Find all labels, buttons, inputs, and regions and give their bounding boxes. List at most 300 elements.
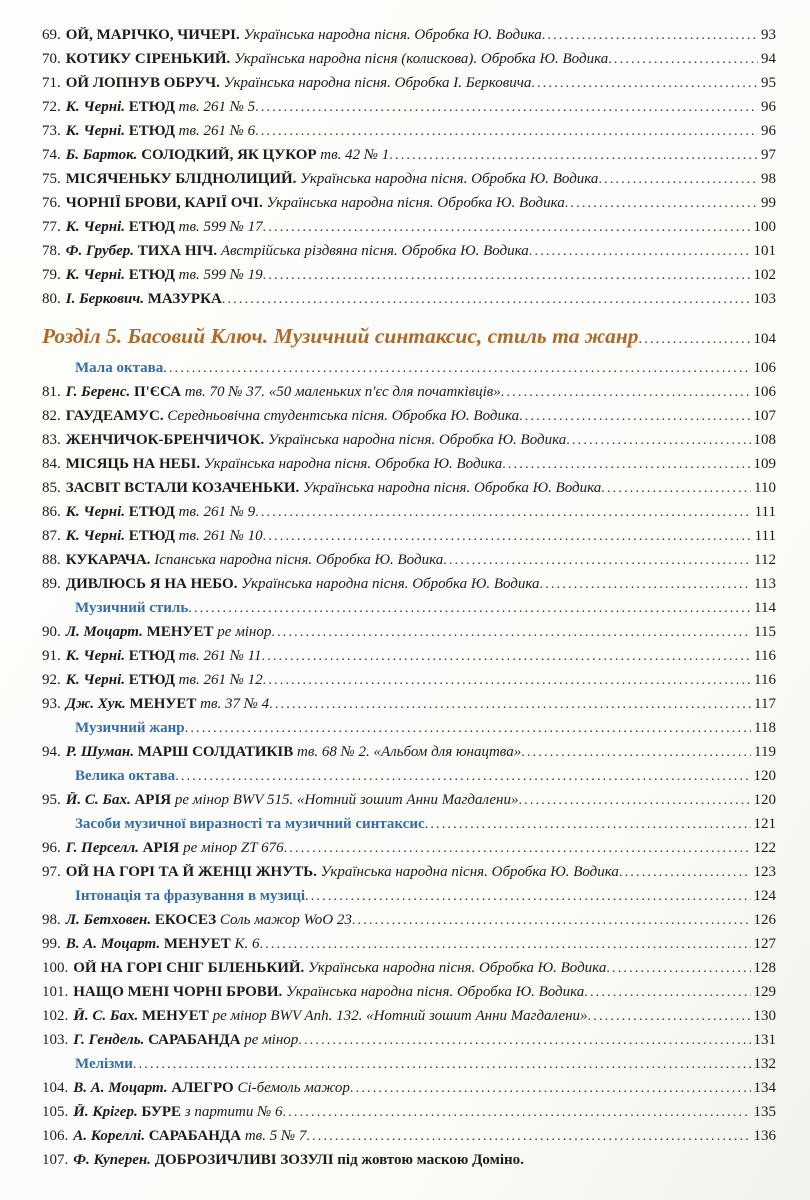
- toc-subsection-heading: [42, 816, 776, 840]
- dot-leader: [519, 408, 750, 425]
- dot-leader: [588, 1008, 751, 1025]
- page-number: 130: [753, 1008, 776, 1024]
- toc-entry-segment: тв. 599 № 17: [178, 219, 263, 235]
- toc-entry-segment: КОТИКУ СІРЕНЬКИЙ.: [65, 51, 235, 67]
- toc-entry-number: 83.: [42, 432, 61, 448]
- toc-row-text: Розділ 5. Басовий Ключ. Музичний синтаксис, стиль та жанр: [42, 324, 639, 348]
- dot-leader: [584, 984, 750, 1001]
- toc-row-text: [42, 672, 263, 689]
- toc-entry: [42, 147, 776, 171]
- toc-entry-segment: КУКАРАЧА.: [65, 552, 155, 568]
- toc-row-text: [42, 27, 542, 44]
- toc-entry: [42, 864, 776, 888]
- dot-leader: [566, 432, 750, 449]
- page-number: 111: [754, 504, 776, 520]
- toc-entry-number: 87.: [42, 528, 61, 544]
- toc-entry-number: 89.: [42, 576, 61, 592]
- toc-entry-segment: К. Черні.: [65, 99, 129, 115]
- toc-entry-segment: А. Кореллі.: [73, 1128, 149, 1144]
- toc-row-text: Музичний стиль: [75, 600, 189, 616]
- toc-entry-segment: ЕТЮД: [128, 219, 179, 235]
- toc-entry-segment: тв. 5 № 7: [244, 1128, 307, 1144]
- dot-leader: [601, 480, 751, 497]
- toc-entry-segment: МЕНУЕТ: [129, 696, 201, 712]
- toc-entry-number: 96.: [42, 840, 61, 856]
- page-number: 122: [753, 840, 776, 856]
- toc-entry-segment: Соль мажор WoO 23: [219, 912, 352, 928]
- page-number: 120: [753, 792, 776, 808]
- toc-entry: [42, 984, 776, 1008]
- toc-entry: [42, 1104, 776, 1128]
- dot-leader: [306, 1128, 750, 1145]
- toc-entry-number: 75.: [42, 171, 61, 187]
- toc-entry-segment: тв. 261 № 9: [178, 504, 256, 520]
- toc-entry-number: 98.: [42, 912, 61, 928]
- toc-entry-segment: ОЙ НА ГОРІ СНІГ БІЛЕНЬКИЙ.: [73, 960, 309, 976]
- toc-entry-number: 94.: [42, 744, 61, 760]
- toc-entry-segment: тв. 599 № 19: [178, 267, 263, 283]
- toc-row-text: [42, 291, 222, 308]
- toc-entry-segment: Українська народна пісня. Обробка Ю. Водика: [267, 432, 567, 448]
- toc-entry-number: 74.: [42, 147, 61, 163]
- toc-entry-segment: ТИХА НІЧ.: [137, 243, 221, 259]
- toc-entry-segment: К. Черні.: [65, 648, 129, 664]
- page-number: 96: [761, 123, 776, 139]
- toc-entry-segment: ре мінор: [244, 1032, 299, 1048]
- toc-entry-segment: тв. 37 № 4: [200, 696, 270, 712]
- toc-row-text: [42, 1008, 588, 1025]
- dot-leader: [262, 648, 752, 665]
- dot-leader: [542, 27, 758, 44]
- toc-entry-number: 82.: [42, 408, 61, 424]
- toc-row-text: Засоби музичної виразності та музичний синтаксис: [75, 816, 425, 832]
- dot-leader: [263, 528, 752, 545]
- toc-entry-segment: тв. 42 № 1: [320, 147, 390, 163]
- toc-entry-number: 106.: [42, 1128, 69, 1144]
- toc-entry-segment: ОЙ, МАРІЧКО, ЧИЧЕРІ.: [65, 27, 244, 43]
- toc-entry: [42, 456, 776, 480]
- toc-entry: [42, 1008, 776, 1032]
- toc-entry-segment: Іспанська народна пісня. Обробка Ю. Водика: [154, 552, 444, 568]
- page-number: 124: [753, 888, 776, 904]
- toc-entry-number: 88.: [42, 552, 61, 568]
- toc-entry-segment: Л. Бетховен.: [65, 912, 155, 928]
- toc-row-text: Мелізми: [75, 1056, 133, 1072]
- page-number: 129: [753, 984, 776, 1000]
- toc-entry-segment: Австрійська різдвяна пісня. Обробка Ю. Водика: [220, 243, 529, 259]
- toc-entry-number: 86.: [42, 504, 61, 520]
- toc-entry: [42, 672, 776, 696]
- page-number: 96: [761, 99, 776, 115]
- toc-entry-segment: АРІЯ: [134, 792, 175, 808]
- dot-leader: [606, 960, 750, 977]
- toc-list: [42, 27, 776, 1176]
- toc-entry: [42, 960, 776, 984]
- dot-leader: [255, 504, 751, 521]
- page-number: 120: [753, 768, 776, 784]
- toc-entry: [42, 195, 776, 219]
- toc-entry-segment: Дж. Хук.: [65, 696, 130, 712]
- toc-entry-segment: ре мінор ZT 676: [183, 840, 284, 856]
- toc-row-text: [42, 552, 443, 569]
- toc-row-text: [42, 528, 263, 545]
- toc-entry-number: 95.: [42, 792, 61, 808]
- toc-entry: [42, 432, 776, 456]
- dot-leader: [255, 123, 758, 140]
- dot-leader: [188, 600, 751, 617]
- toc-entry-segment: ЕТЮД: [128, 99, 179, 115]
- toc-entry-segment: ЕТЮД: [128, 672, 179, 688]
- toc-row-text: [42, 696, 269, 713]
- dot-leader: [175, 768, 750, 785]
- dot-leader: [263, 672, 751, 689]
- toc-row-text: [42, 576, 540, 593]
- toc-subsection-heading: [42, 720, 776, 744]
- dot-leader: [639, 331, 751, 348]
- toc-entry-segment: К. Черні.: [65, 267, 129, 283]
- dot-leader: [619, 864, 751, 881]
- toc-row-text: [42, 408, 519, 425]
- toc-entry-segment: ЕТЮД: [128, 528, 179, 544]
- toc-row-text: [42, 984, 584, 1001]
- toc-entry-segment: І. Беркович.: [65, 291, 148, 307]
- toc-entry-segment: Л. Моцарт.: [65, 624, 147, 640]
- toc-entry: [42, 648, 776, 672]
- toc-entry-number: 77.: [42, 219, 61, 235]
- toc-entry-segment: Ф. Куперен.: [73, 1152, 155, 1168]
- page-number: 110: [754, 480, 776, 496]
- page-number: 128: [753, 960, 776, 976]
- toc-entry: [42, 480, 776, 504]
- toc-row-text: [42, 744, 521, 761]
- toc-entry-number: 107.: [42, 1152, 69, 1168]
- toc-entry-segment: Й. С. Бах.: [73, 1008, 142, 1024]
- toc-row-text: [42, 624, 271, 641]
- toc-entry-segment: тв. 261 № 12: [178, 672, 263, 688]
- toc-row-text: [42, 432, 566, 449]
- toc-entry-segment: ЕТЮД: [128, 123, 179, 139]
- page-number: 136: [753, 1128, 776, 1144]
- page-number: 118: [754, 720, 776, 736]
- dot-leader: [163, 360, 750, 377]
- toc-entry: [42, 528, 776, 552]
- toc-entry: [42, 912, 776, 936]
- toc-entry: [42, 504, 776, 528]
- toc-entry-segment: Українська народна пісня. Обробка І. Берковича: [223, 75, 532, 91]
- page-number: 94: [761, 51, 776, 67]
- toc-row-text: [42, 648, 262, 665]
- dot-leader: [185, 720, 751, 737]
- toc-row-text: [42, 1152, 524, 1169]
- page-number: 99: [761, 195, 776, 211]
- toc-entry-segment: К. Черні.: [65, 504, 129, 520]
- toc-entry-segment: БУРЕ: [141, 1104, 185, 1120]
- page-number: 97: [761, 147, 776, 163]
- toc-entry-number: 73.: [42, 123, 61, 139]
- toc-entry: [42, 291, 776, 315]
- toc-entry: [42, 744, 776, 768]
- toc-entry-segment: Б. Барток.: [65, 147, 142, 163]
- toc-row-text: [42, 504, 255, 521]
- toc-entry-segment: Середньовічна студентська пісня. Обробка Ю. Водика: [167, 408, 520, 424]
- toc-entry-segment: САРАБАНДА: [148, 1032, 245, 1048]
- toc-row-text: [42, 51, 608, 68]
- toc-entry-segment: ОЙ ЛОПНУВ ОБРУЧ.: [65, 75, 224, 91]
- page-number: 98: [761, 171, 776, 187]
- toc-entry-number: 92.: [42, 672, 61, 688]
- toc-row-text: [42, 123, 255, 140]
- dot-leader: [425, 816, 751, 833]
- dot-leader: [298, 1032, 750, 1049]
- page-number: 111: [754, 528, 776, 544]
- toc-entry-segment: ре мінор: [217, 624, 272, 640]
- toc-entry-segment: МЕНУЕТ: [146, 624, 218, 640]
- toc-entry-segment: ДИВЛЮСЬ Я НА НЕБО.: [65, 576, 242, 592]
- toc-entry-segment: К. 6: [234, 936, 260, 952]
- dot-leader: [502, 456, 750, 473]
- page-number: 117: [754, 696, 776, 712]
- toc-entry: [42, 123, 776, 147]
- toc-subsection-heading: [42, 600, 776, 624]
- toc-entry-segment: НАЩО МЕНІ ЧОРНІ БРОВИ.: [73, 984, 286, 1000]
- toc-entry-segment: Українська народна пісня. Обробка Ю. Водика: [320, 864, 619, 880]
- toc-row-text: [42, 936, 259, 953]
- toc-entry-segment: ЕТЮД: [128, 267, 179, 283]
- toc-entry-segment: Г. Гендель.: [73, 1032, 149, 1048]
- dot-leader: [259, 936, 750, 953]
- toc-entry: [42, 27, 776, 51]
- toc-entry: [42, 1128, 776, 1152]
- dot-leader: [501, 384, 751, 401]
- toc-entry-segment: ЧОРНІЇ БРОВИ, КАРІЇ ОЧІ.: [65, 195, 267, 211]
- toc-entry-segment: МІСЯЧЕНЬКУ БЛІДНОЛИЦИЙ.: [65, 171, 301, 187]
- toc-entry-segment: Р. Шуман.: [65, 744, 138, 760]
- toc-entry-number: 80.: [42, 291, 61, 307]
- dot-leader: [133, 1056, 751, 1073]
- page-number: 123: [753, 864, 776, 880]
- toc-entry: [42, 267, 776, 291]
- toc-row-text: [42, 864, 619, 881]
- toc-entry-segment: тв. 70 № 37. «50 маленьких п'єс для початківців»: [184, 384, 501, 400]
- toc-entry-segment: ЕТЮД: [128, 648, 179, 664]
- toc-entry-segment: Й. Крігер.: [73, 1104, 142, 1120]
- toc-entry-segment: МЕНУЕТ: [163, 936, 235, 952]
- toc-entry: [42, 1080, 776, 1104]
- toc-entry-segment: К. Черні.: [65, 672, 129, 688]
- toc-entry-number: 103.: [42, 1032, 69, 1048]
- toc-entry: [42, 219, 776, 243]
- dot-leader: [352, 912, 751, 929]
- toc-row-text: [42, 912, 352, 929]
- dot-leader: [305, 888, 750, 905]
- toc-entry-segment: МЕНУЕТ: [141, 1008, 213, 1024]
- toc-entry-segment: К. Черні.: [65, 528, 129, 544]
- toc-entry-number: 105.: [42, 1104, 69, 1120]
- toc-row-text: [42, 960, 606, 977]
- page-number: 104: [753, 331, 776, 347]
- toc-entry: [42, 792, 776, 816]
- dot-leader: [269, 696, 751, 713]
- page-number: 95: [761, 75, 776, 91]
- toc-entry-segment: МАРШ СОЛДАТИКІВ: [137, 744, 297, 760]
- toc-entry-segment: Ф. Грубер.: [65, 243, 138, 259]
- page-number: 119: [754, 744, 776, 760]
- toc-section-heading: [42, 324, 776, 360]
- dot-leader: [271, 624, 751, 641]
- toc-entry-segment: ре мінор BWV 515. «Нотний зошит Анни Магдалени»: [174, 792, 519, 808]
- toc-entry: [42, 1152, 776, 1176]
- toc-entry-segment: К. Черні.: [65, 123, 129, 139]
- page-number: 112: [754, 552, 776, 568]
- toc-row-text: Мала октава: [75, 360, 164, 376]
- toc-row-text: [42, 456, 502, 473]
- dot-leader: [283, 1104, 751, 1121]
- toc-row-text: [42, 1080, 350, 1097]
- dot-leader: [263, 219, 751, 236]
- dot-leader: [529, 243, 751, 260]
- toc-entry: [42, 75, 776, 99]
- dot-leader: [531, 75, 758, 92]
- toc-row-text: [42, 267, 263, 284]
- dot-leader: [521, 744, 751, 761]
- toc-entry: [42, 936, 776, 960]
- toc-entry-segment: ре мінор BWV Anh. 132. «Нотний зошит Анни Магдалени»: [212, 1008, 588, 1024]
- page-number: 134: [753, 1080, 776, 1096]
- page-number: 116: [754, 672, 776, 688]
- toc-entry: [42, 99, 776, 123]
- toc-entry-segment: САРАБАНДА: [148, 1128, 245, 1144]
- toc-entry-segment: тв. 261 № 11: [178, 648, 262, 664]
- toc-row-text: [42, 195, 565, 212]
- toc-entry: [42, 171, 776, 195]
- toc-entry-segment: К. Черні.: [65, 219, 129, 235]
- page-number: 102: [753, 267, 776, 283]
- toc-entry-number: 81.: [42, 384, 61, 400]
- toc-subsection-heading: [42, 360, 776, 384]
- toc-entry-segment: Г. Беренс.: [65, 384, 135, 400]
- toc-row-text: [42, 75, 531, 92]
- toc-row-text: Велика октава: [75, 768, 176, 784]
- dot-leader: [350, 1080, 751, 1097]
- toc-entry: [42, 243, 776, 267]
- toc-entry-segment: В. А. Моцарт.: [73, 1080, 172, 1096]
- toc-entry-segment: ЕТЮД: [128, 504, 179, 520]
- toc-entry-segment: з партити № 6: [184, 1104, 283, 1120]
- toc-row-text: Музичний жанр: [75, 720, 185, 736]
- toc-entry-number: 71.: [42, 75, 61, 91]
- page-number: 106: [753, 360, 776, 376]
- toc-entry-number: 100.: [42, 960, 69, 976]
- toc-entry-number: 72.: [42, 99, 61, 115]
- toc-entry-number: 85.: [42, 480, 61, 496]
- toc-entry: [42, 624, 776, 648]
- toc-entry-segment: Українська народна пісня. Обробка Ю. Водика: [308, 960, 607, 976]
- toc-entry-segment: МАЗУРКА: [147, 291, 222, 307]
- toc-entry-segment: Українська народна пісня. Обробка Ю. Водика: [303, 480, 602, 496]
- toc-row-text: [42, 1032, 298, 1049]
- toc-row-text: [42, 792, 518, 809]
- toc-entry-number: 76.: [42, 195, 61, 211]
- toc-entry-number: 97.: [42, 864, 61, 880]
- page-number: 113: [754, 576, 776, 592]
- toc-entry-segment: СОЛОДКИЙ, ЯК ЦУКОР: [141, 147, 321, 163]
- page-number: 103: [753, 291, 776, 307]
- toc-entry: [42, 384, 776, 408]
- dot-leader: [222, 291, 751, 308]
- page-number: 126: [753, 912, 776, 928]
- page-number: 100: [753, 219, 776, 235]
- toc-subsection-heading: [42, 768, 776, 792]
- toc-entry-segment: Українська народна пісня. Обробка Ю. Водика: [203, 456, 503, 472]
- toc-entry-number: 70.: [42, 51, 61, 67]
- toc-entry: [42, 840, 776, 864]
- toc-subsection-heading: [42, 1056, 776, 1080]
- page-number: 107: [753, 408, 776, 424]
- toc-entry-number: 90.: [42, 624, 61, 640]
- toc-entry-segment: ЗАСВІТ ВСТАЛИ КОЗАЧЕНЬКИ.: [65, 480, 303, 496]
- page-number: 127: [753, 936, 776, 952]
- toc-entry: [42, 552, 776, 576]
- toc-entry: [42, 1032, 776, 1056]
- toc-entry-number: 84.: [42, 456, 61, 472]
- toc-entry-segment: ДОБРОЗИЧЛИВІ ЗОЗУЛІ під жовтою маскою Доміно.: [154, 1152, 524, 1168]
- toc-entry-segment: Українська народна пісня. Обробка Ю. Водика: [241, 576, 540, 592]
- page-number: 106: [753, 384, 776, 400]
- toc-entry-segment: тв. 261 № 6: [178, 123, 256, 139]
- page-number: 115: [754, 624, 776, 640]
- toc-entry-number: 79.: [42, 267, 61, 283]
- toc-subsection-heading: [42, 888, 776, 912]
- toc-entry-segment: тв. 68 № 2. «Альбом для юнацтва»: [296, 744, 522, 760]
- toc-row-text: [42, 1104, 283, 1121]
- toc-entry-segment: Г. Перселл.: [65, 840, 143, 856]
- toc-row-text: [42, 171, 598, 188]
- toc-entry-number: 101.: [42, 984, 69, 1000]
- toc-row-text: [42, 219, 263, 236]
- toc-entry: [42, 51, 776, 75]
- page-number: 114: [754, 600, 776, 616]
- toc-entry-segment: Українська народна пісня. Обробка Ю. Водика: [300, 171, 599, 187]
- toc-row-text: [42, 384, 501, 401]
- toc-row-text: [42, 147, 389, 164]
- toc-entry-segment: тв. 261 № 5: [178, 99, 256, 115]
- toc-entry-number: 93.: [42, 696, 61, 712]
- dot-leader: [518, 792, 750, 809]
- page-number: 108: [753, 432, 776, 448]
- toc-row-text: [42, 840, 284, 857]
- toc-entry-segment: АЛЕГРО: [171, 1080, 238, 1096]
- toc-entry-segment: тв. 261 № 10: [178, 528, 263, 544]
- toc-entry-segment: Сі-бемоль мажор: [237, 1080, 350, 1096]
- dot-leader: [389, 147, 758, 164]
- toc-entry-number: 78.: [42, 243, 61, 259]
- toc-entry-segment: ЖЕНЧИЧОК-БРЕНЧИЧОК.: [65, 432, 268, 448]
- toc-entry-segment: МІСЯЦЬ НА НЕБІ.: [65, 456, 204, 472]
- toc-entry-number: 99.: [42, 936, 61, 952]
- dot-leader: [565, 195, 758, 212]
- toc-entry-segment: Українська народна пісня (колискова). Обробка Ю. Водика: [234, 51, 609, 67]
- toc-entry-number: 91.: [42, 648, 61, 664]
- toc-entry: [42, 696, 776, 720]
- page-number: 131: [753, 1032, 776, 1048]
- toc-entry-number: 69.: [42, 27, 61, 43]
- toc-entry-segment: Й. С. Бах.: [65, 792, 135, 808]
- dot-leader: [263, 267, 751, 284]
- page-number: 109: [753, 456, 776, 472]
- toc-entry-segment: Українська народна пісня. Обробка Ю. Водика: [243, 27, 542, 43]
- toc-entry: [42, 576, 776, 600]
- toc-row-text: [42, 99, 255, 116]
